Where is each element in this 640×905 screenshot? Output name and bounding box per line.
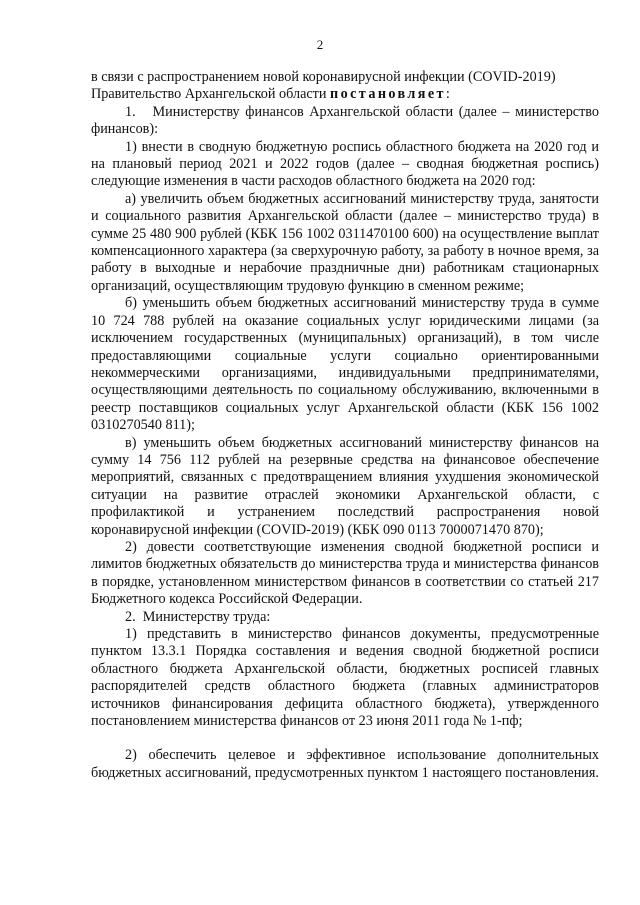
paragraph-1-2: 2) довести соответствующие изменения сводной бюджетной росписи и лимитов бюджетных обязательств до министерства труда и министерства финансов в порядке, установленном министерством финансов в соответствии со статьей 217 Бюджетного кодекса Российской Федерации.	[91, 538, 599, 608]
document-body	[91, 69, 599, 782]
paragraph-2-2: 2) обеспечить целевое и эффективное использование дополнительных бюджетных ассигнований, предусмотренных пунктом 1 настоящего постановления.	[91, 747, 599, 781]
paragraph-2-1: 1) представить в министерство финансов документы, предусмотренные пунктом 13.3.1 Порядка составления и ведения сводной бюджетной росписи областного бюджета Архангельской области, бюджетных росписей главных распорядителей средств областного бюджета (главных администраторов источников финансирования дефицита областного бюджета), утвержденного постановлением министерства финансов от 23 июня 2011 года № 1-пф;	[91, 626, 599, 730]
page-number: 2	[316, 37, 324, 52]
paragraph-1-1-a: а) увеличить объем бюджетных ассигнований министерству труда, занятости и социального развития Архангельской области (далее – министерство труда) в сумме 25 480 900 рублей (КБК 156 1002 0311470100 600) на осуществление выплат компенсационного характера (за сверхурочную работу, за работу в ночное время, за работу в выходные и нерабочие праздничные дни) работникам стационарных организаций, осуществляющим трудовую функцию в сменном режиме;	[91, 190, 599, 294]
preamble	[91, 69, 599, 104]
preamble-line-2-end: :	[445, 86, 450, 103]
paragraph-1-1-c: в) уменьшить объем бюджетных ассигнований министерству финансов на сумму 14 756 112 рублей на резервные средства на финансовое обеспечение мероприятий, связанных с предотвращением влияния ухудшения экономической ситуации на развитие отраслей экономики Архангельской области, с профилактикой и устранением последствий распространения новой коронавирусной инфекции (COVID-2019) (КБК 090 0113 7000071470 870);	[91, 434, 599, 538]
paragraph-gap	[91, 730, 599, 747]
preamble-line-2-start: Правительство Архангельской области	[91, 86, 331, 103]
paragraph-1-1: 1) внести в сводную бюджетную роспись областного бюджета на 2020 год и на плановый период 2021 и 2022 годов (далее – сводная бюджетная роспись) следующие изменения в части расходов областного бюджета на 2020 год:	[91, 138, 599, 190]
preamble-line-1: в связи с распространением новой коронавирусной инфекции (COVID-2019)	[91, 69, 556, 85]
paragraph-1-1-b: б) уменьшить объем бюджетных ассигнований министерству труда в сумме 10 724 788 рублей на оказание социальных услуг юридическими лицами (за исключением государственных (муниципальных) организаций), в том числе предоставляющими социальные услуги социально ориентированными некоммерческими организациями, индивидуальными предпринимателями, осуществляющими деятельность по социальному обслуживанию, включенными в реестр поставщиков социальных услуг Архангельской области (КБК 156 1002 0310270540 811);	[91, 295, 599, 434]
paragraph-2: 2. Министерству труда:	[125, 608, 271, 625]
resolves-word: постановляет	[330, 86, 446, 103]
paragraph-1: 1. Министерству финансов Архангельской области (далее – министерство финансов):	[91, 103, 599, 138]
